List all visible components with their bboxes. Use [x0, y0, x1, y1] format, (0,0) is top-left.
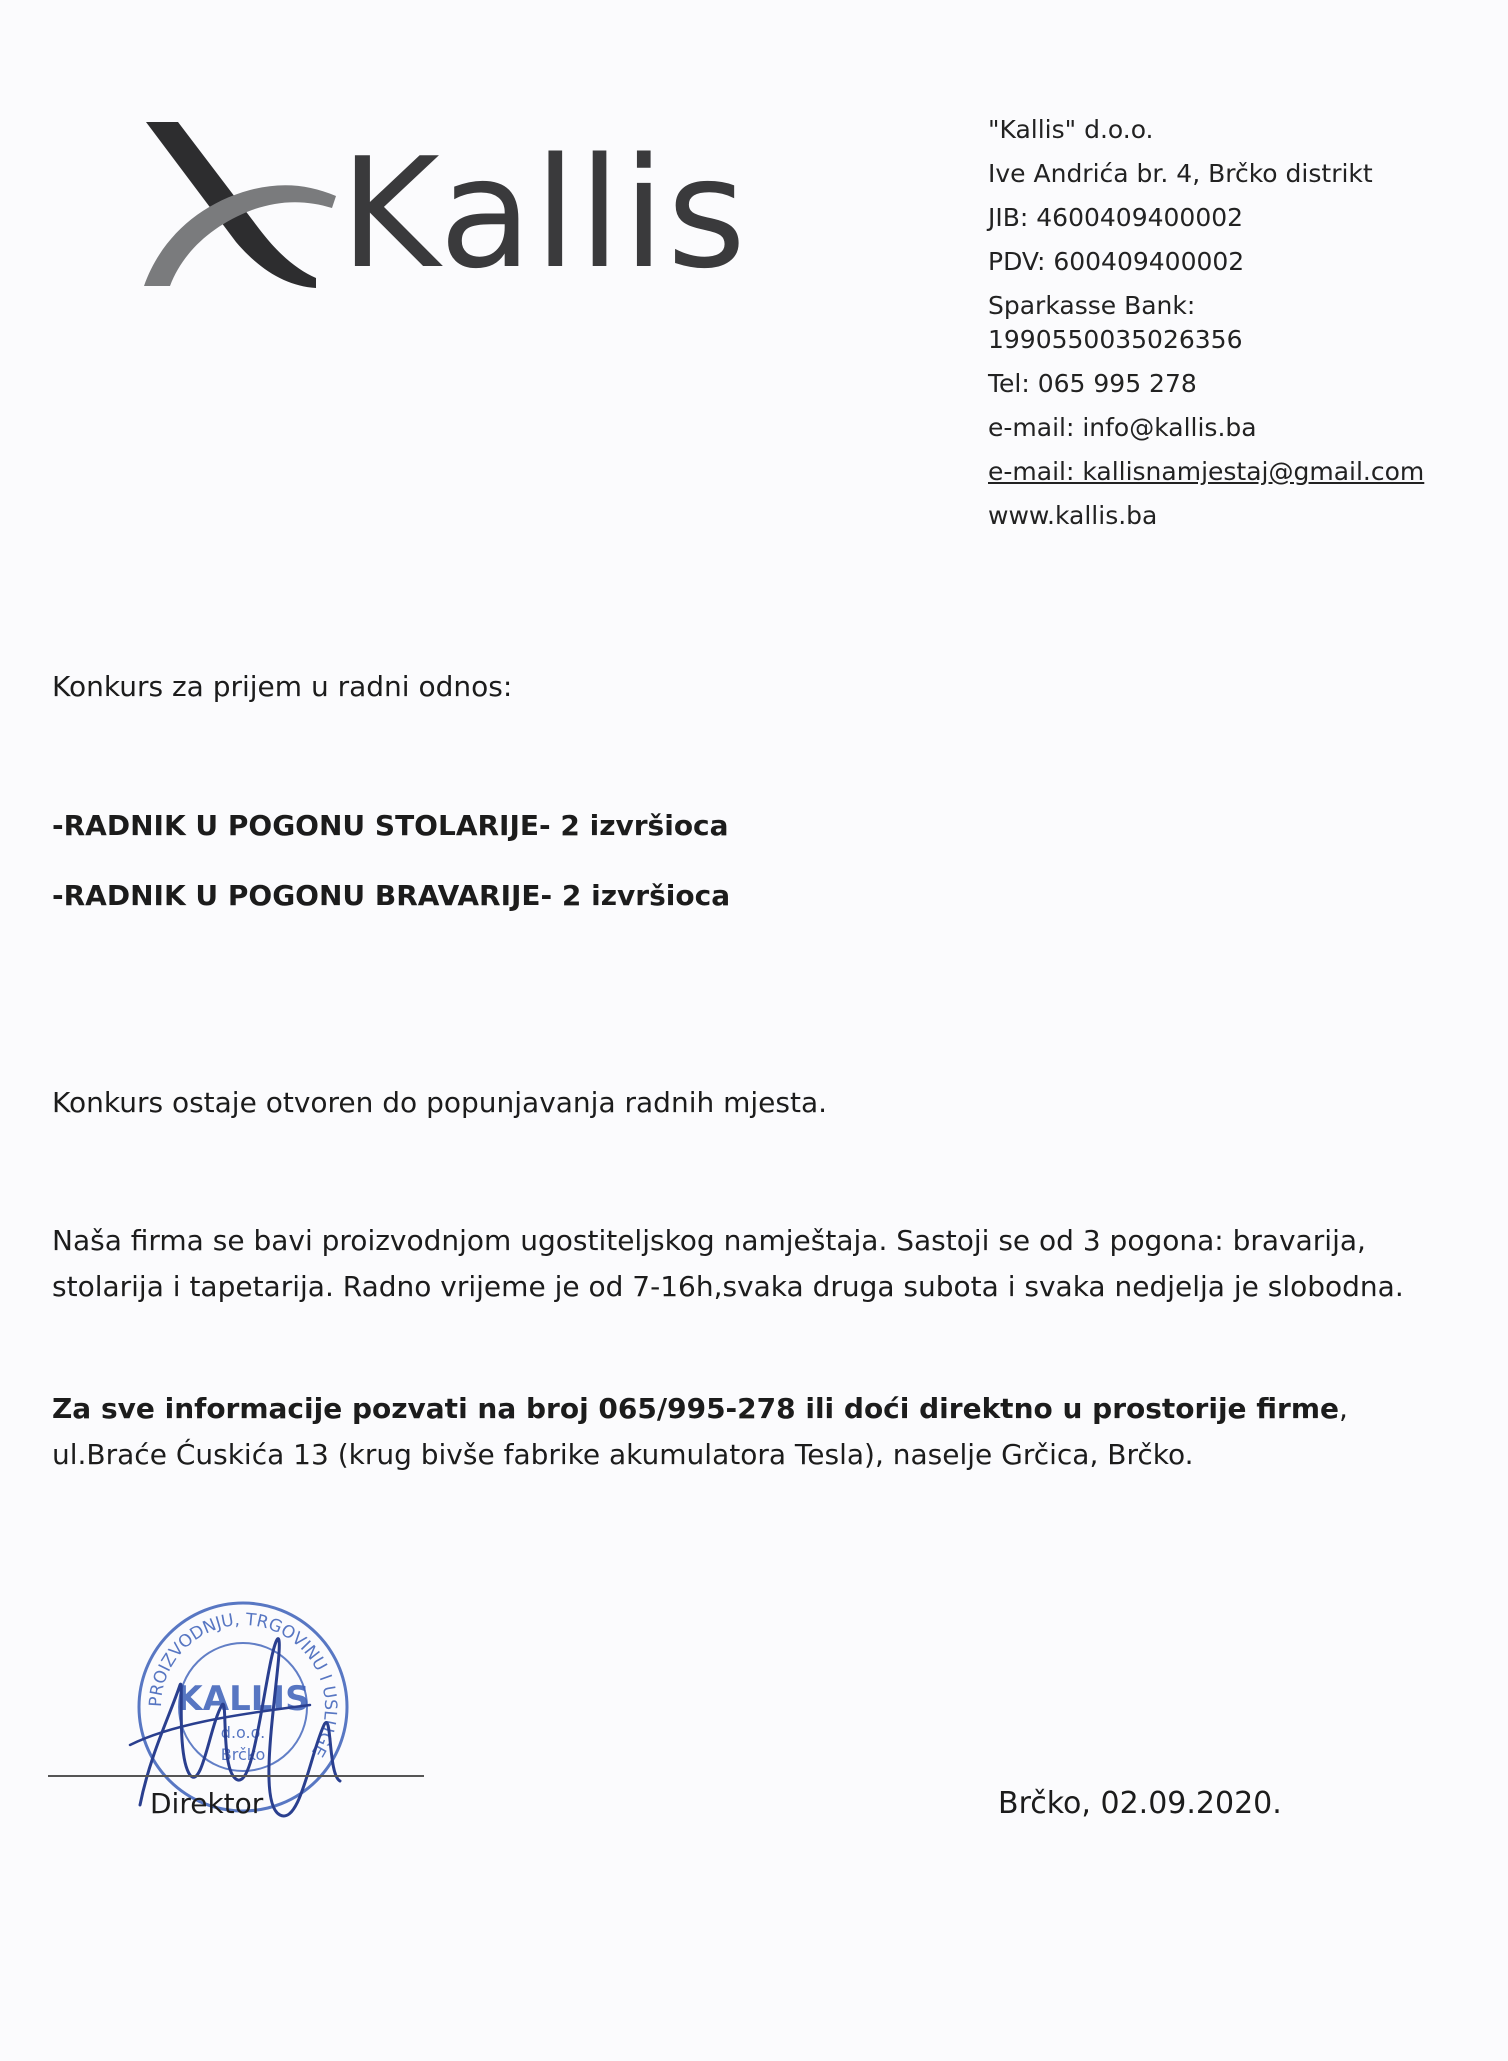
- kallis-swoosh-k-icon: [140, 120, 340, 290]
- company-pdv: PDV: 600409400002: [988, 247, 1245, 276]
- company-tel: Tel: 065 995 278: [988, 369, 1197, 398]
- company-info: [988, 108, 1468, 538]
- intro-text: Konkurs za prijem u radni odnos:: [52, 670, 513, 703]
- open-note: Konkurs ostaje otvoren do popunjavanja radnih mjesta.: [52, 1086, 828, 1119]
- document-date: Brčko, 02.09.2020.: [998, 1786, 1282, 1821]
- company-name: "Kallis" d.o.o.: [988, 115, 1154, 144]
- logo-wordmark: Kallis: [340, 125, 749, 302]
- company-email[interactable]: e-mail: info@kallis.ba: [988, 413, 1257, 442]
- company-website[interactable]: www.kallis.ba: [988, 501, 1158, 530]
- contact-address-text: , ul.Braće Ćuskića 13 (krug bivše fabrike akumulatora Tesla), naselje Grčica, Brčko.: [52, 1392, 1348, 1471]
- company-description: Naša firma se bavi proizvodnjom ugostiteljskog namještaja. Sastoji se od 3 pogona: bravarija, stolarija i tapetarija. Radno vrijeme je od 7-16h,svaka druga subota i svaka nedjelja je slobodna.: [52, 1224, 1404, 1303]
- svg-text:PROIZVODNJU, TRGOVINU I USLUGE: PROIZVODNJU, TRGOVINU I USLUGE: [145, 1609, 341, 1760]
- signature-label: Direktor: [150, 1787, 264, 1820]
- position-item: -RADNIK U POGONU BRAVARIJE- 2 izvršioca: [52, 879, 731, 912]
- svg-text:d.o.o.: d.o.o.: [220, 1723, 266, 1742]
- company-email-secondary[interactable]: e-mail: kallisnamjestaj@gmail.com: [988, 457, 1425, 486]
- svg-text:Brčko: Brčko: [220, 1745, 266, 1764]
- contact-bold-text: Za sve informacije pozvati na broj 065/995-278 ili doći direktno u prostorije firme: [52, 1392, 1340, 1425]
- company-bank-label: Sparkasse Bank:: [988, 291, 1196, 320]
- position-item: -RADNIK U POGONU STOLARIJE- 2 izvršioca: [52, 809, 729, 842]
- contact-paragraph: [52, 1386, 1442, 1478]
- svg-text:KALLIS: KALLIS: [176, 1679, 310, 1719]
- company-bank-account: 1990550035026356: [988, 325, 1243, 354]
- company-address: Ive Andrića br. 4, Brčko distrikt: [988, 159, 1373, 188]
- company-logo: [140, 112, 749, 312]
- company-jib: JIB: 4600409400002: [988, 203, 1244, 232]
- signature-line: [48, 1775, 424, 1777]
